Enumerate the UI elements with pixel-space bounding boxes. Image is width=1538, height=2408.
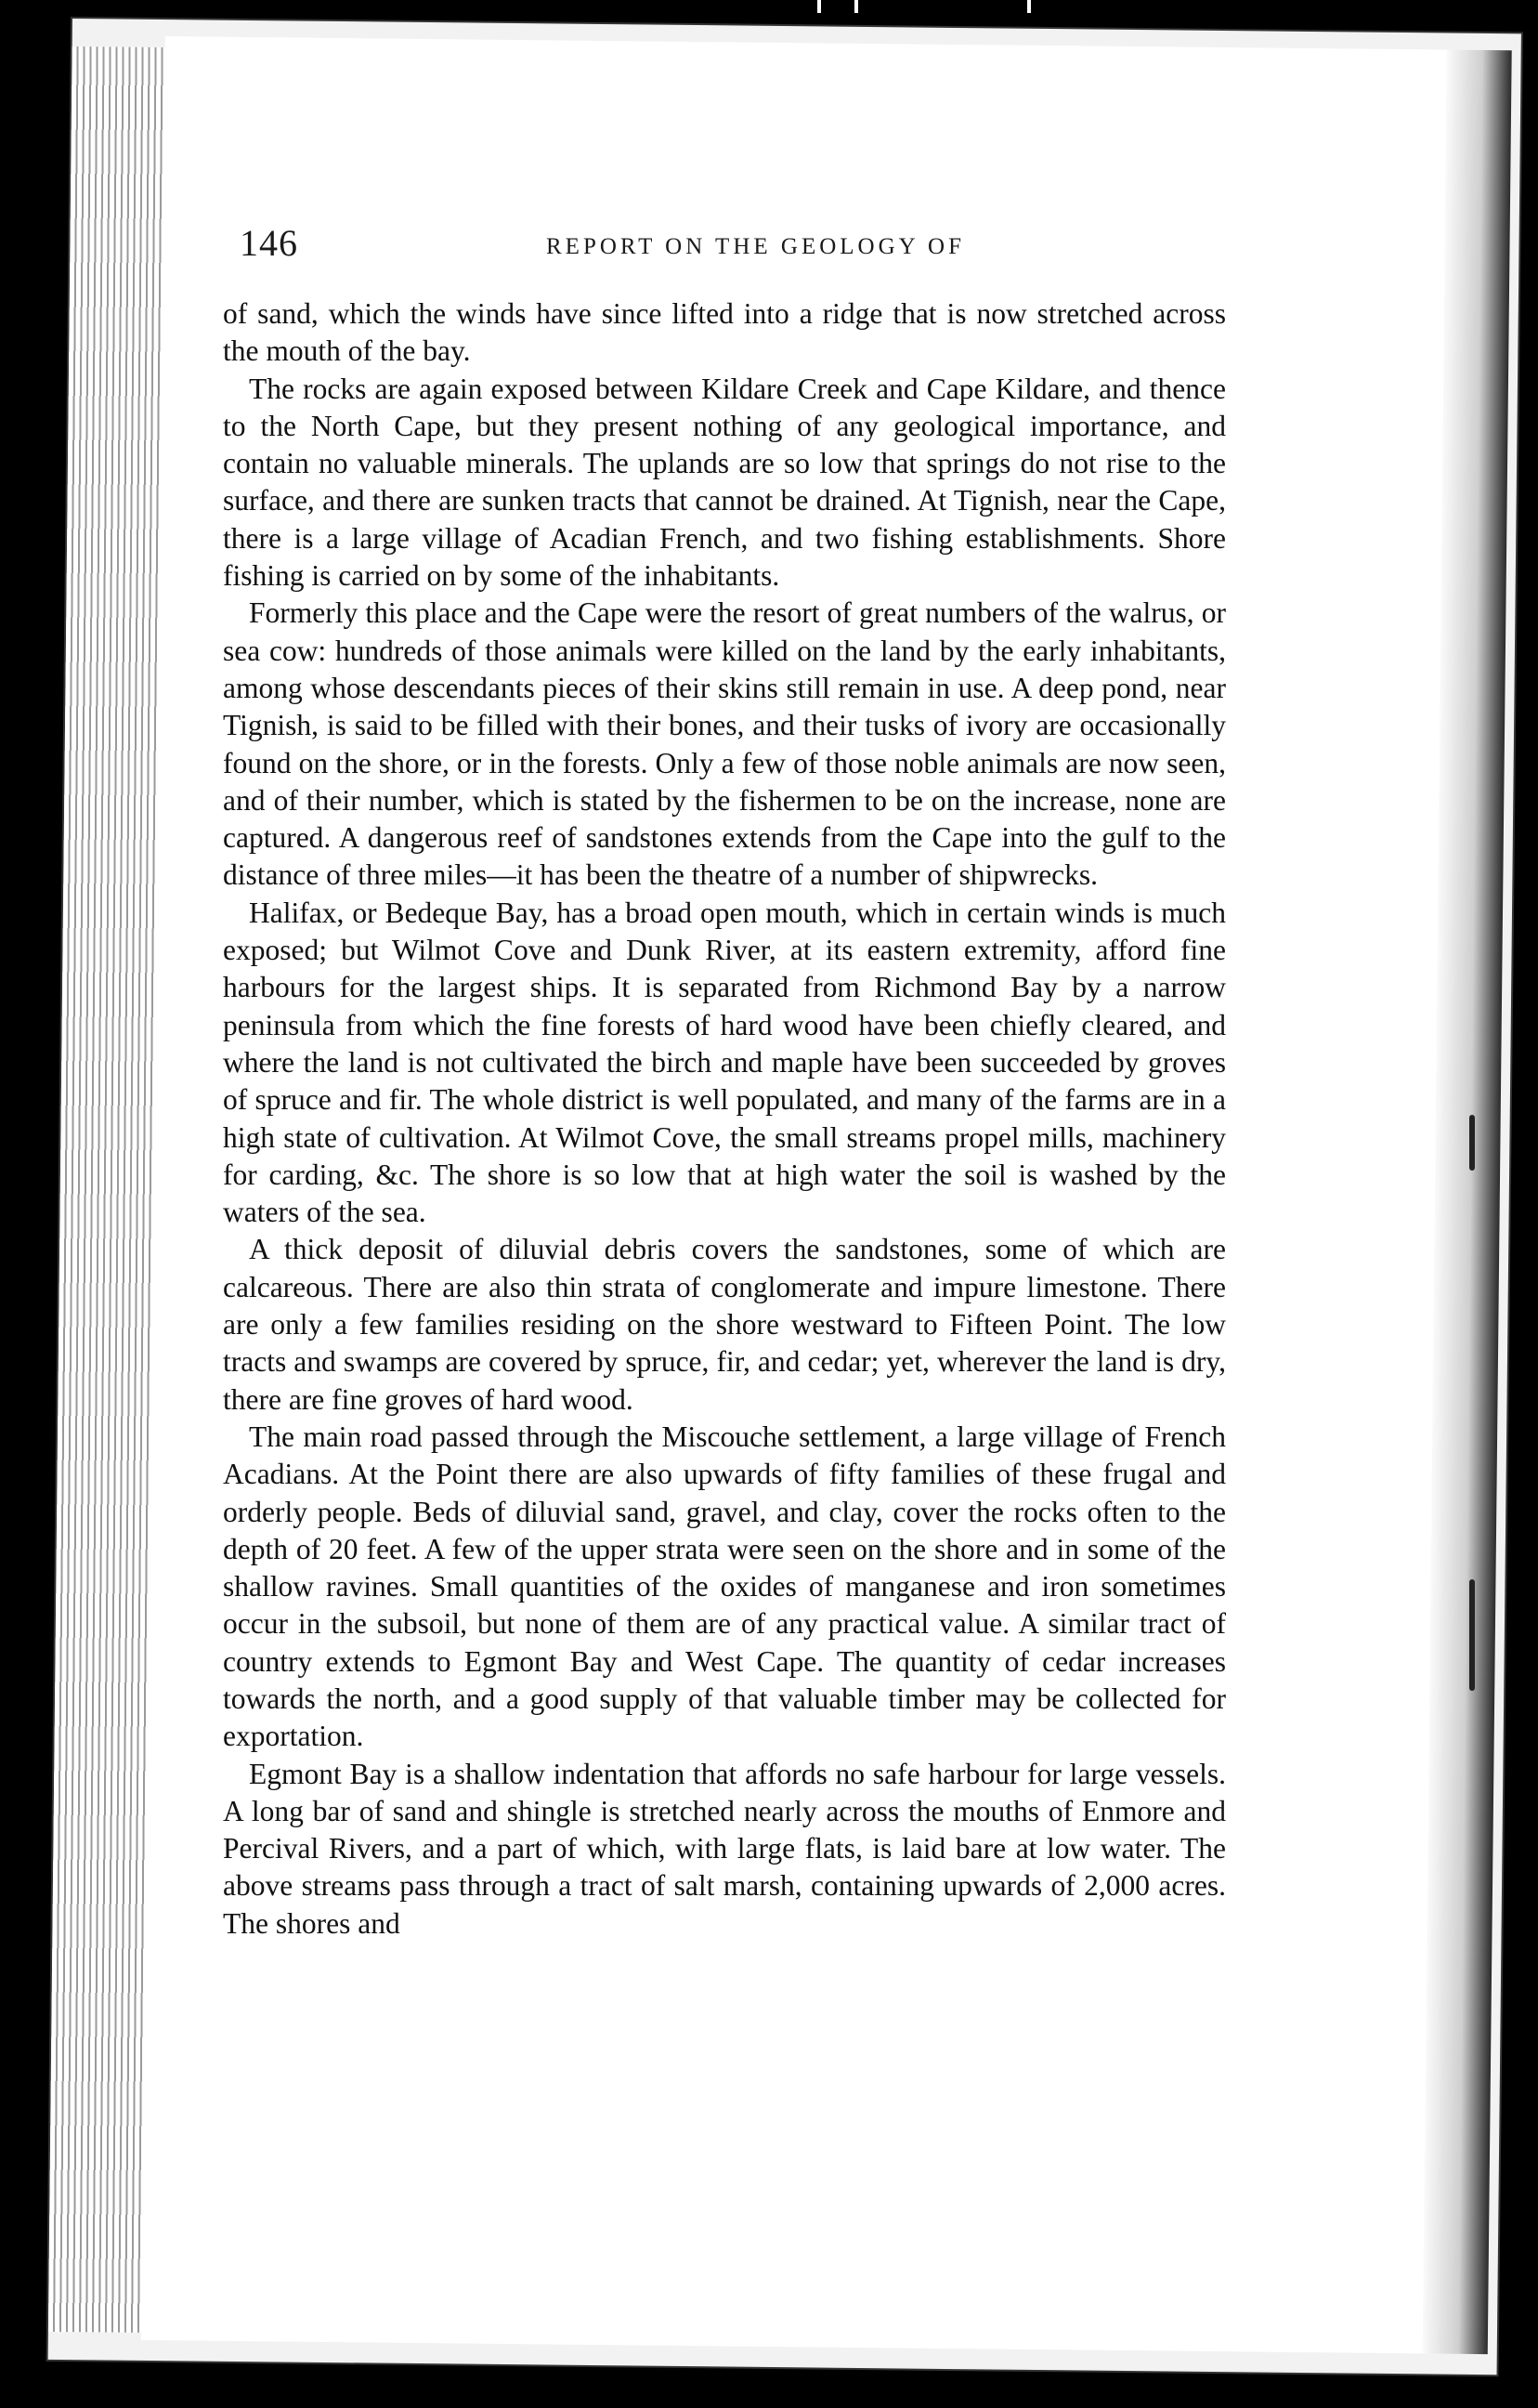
scan-mark [1469,1579,1475,1691]
paragraph: Halifax, or Bedeque Bay, has a broad open mouth, which in certain winds is much exposed; but Wilmot Cove and Dunk River, at its eastern extremity, afford fine harbours for the largest ships. It is separated from Richmond Bay by a narrow peninsula from which the fine forests of hard wood have been chiefly cleared, and where the land is not cultivated the birch and maple have been succeeded by groves of spruce and fir. The whole district is well populated, and many of the farms are in a high state of cultivation. At Wilmot Cove, the small streams propel mills, machinery for carding, &c. The shore is so low that at high water the soil is washed by the waters of the sea. [223,896,1226,1229]
page-number: 146 [240,222,298,264]
scan-mark [1469,1115,1475,1171]
paragraph: The main road passed through the Miscouche settlement, a large village of French Acadians. At the Point there are also upwards of fifty families of these frugal and orderly people. Beds of diluvial sand, gravel, and clay, cover the rocks often to the depth of 20 feet. A few of the upper strata were seen on the shore and in some of the shallow ravines. Small quantities of the oxides of manganese and iron sometimes occur in the subsoil, but none of them are of any practical value. A similar tract of country extends to Egmont Bay and West Cape. The quantity of cedar increases towards the north, and a good supply of that valuable timber may be collected for exportation. [223,1420,1226,1753]
paragraph: A thick deposit of diluvial debris covers the sandstones, some of which are calcareous. There are also thin strata of conglomerate and impure limestone. There are only a few families residing on the shore westward to Fifteen Point. The low tracts and swamps are covered by spruce, fir, and cedar; yet, wherever the land is dry, there are fine groves of hard wood. [223,1233,1226,1416]
body-text [223,295,1226,1943]
scan-speck [817,0,821,13]
paragraph: Formerly this place and the Cape were the resort of great numbers of the walrus, or sea cow: hundreds of those animals were killed on the land by the early inhabitants, among whose descendants pieces of their skins still remain in use. A deep pond, near Tignish, is said to be filled with their bones, and their tusks of ivory are occasionally found on the shore, or in the forests. Only a few of those noble animals are now seen, and of their number, which is stated by the fishermen to be on the increase, none are captured. A dangerous reef of sandstones extends from the Cape into the gulf to the distance of three miles—it has been the theatre of a number of shipwrecks. [223,596,1226,892]
page-header [240,221,1224,277]
paragraph: of sand, which the winds have since lifted into a ridge that is now stretched across the mouth of the bay. [223,297,1226,368]
paragraph: The rocks are again exposed between Kildare Creek and Cape Kildare, and thence to the North Cape, but they present nothing of any geological importance, and contain no valuable minerals. The uplands are so low that springs do not rise to the surface, and there are sunken tracts that cannot be drained. At Tignish, near the Cape, there is a large village of Acadian French, and two fishing establishments. Shore fishing is carried on by some of the inhabitants. [223,372,1226,593]
gutter-shadow [1423,49,1512,2354]
running-head: REPORT ON THE GEOLOGY OF [546,234,965,259]
scan-speck [1027,0,1031,13]
paragraph: Egmont Bay is a shallow indentation that affords no safe harbour for large vessels. A long bar of sand and shingle is stretched nearly across the mouths of Enmore and Percival Rivers, and a part of which, with large flats, is laid bare at low water. The above streams pass through a tract of salt marsh, containing upwards of 2,000 acres. The shores and [223,1757,1226,1940]
scan-speck [854,0,858,13]
